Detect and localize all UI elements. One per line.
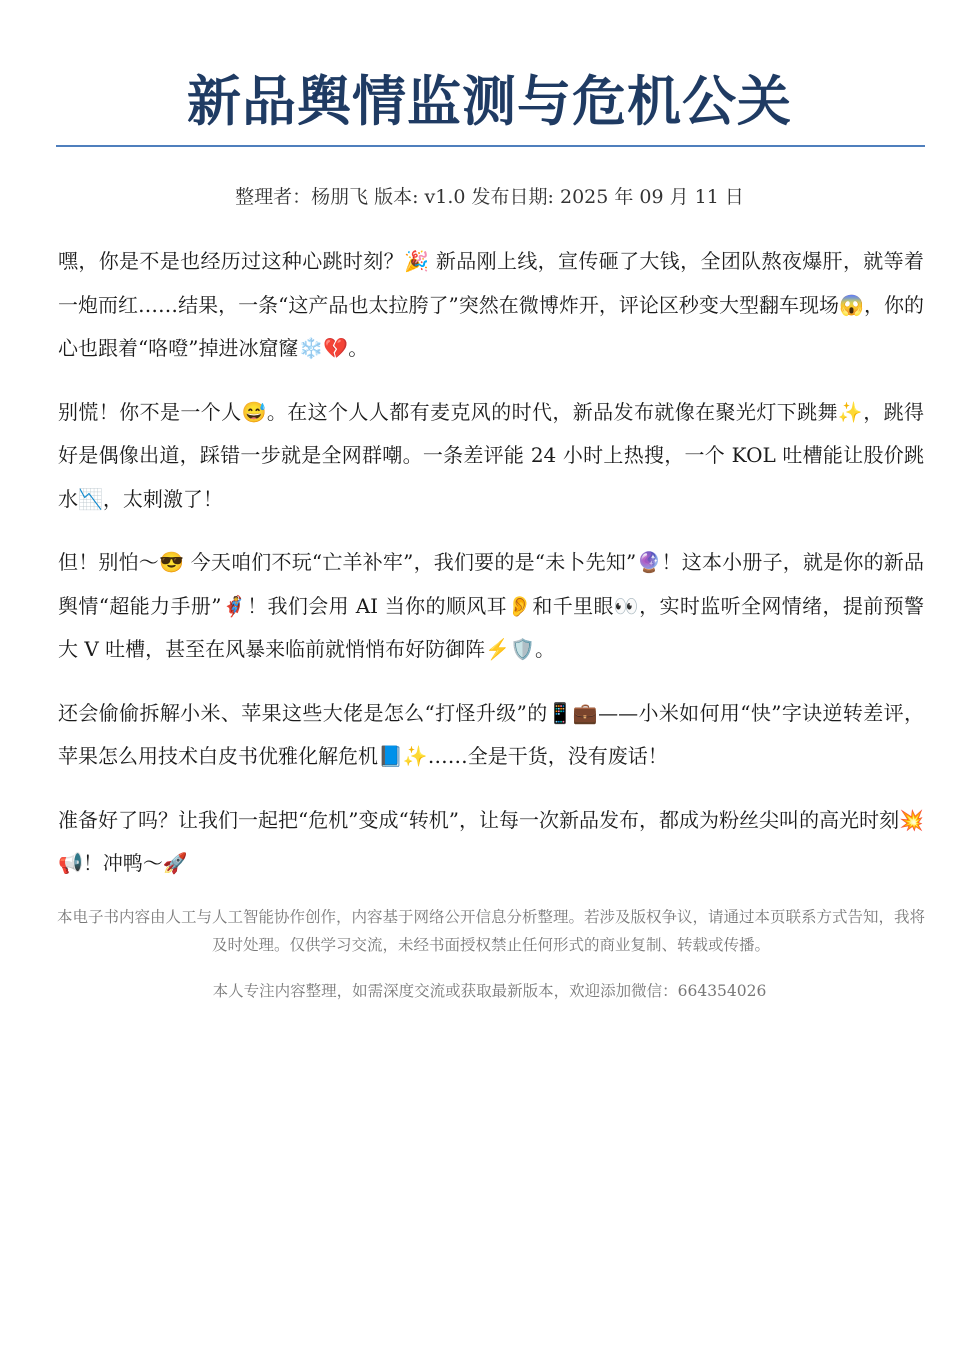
intro-body: [58, 240, 924, 906]
copyright-notice: 本电子书内容由人工与人工智能协作创作，内容基于网络公开信息分析整理。若涉及版权争议，请通过本页联系方式告知，我将及时处理。仅供学习交流，未经书面授权禁止任何形式的商业复制、转载或传播。: [56, 908, 925, 954]
page-title: 新品舆情监测与危机公关: [187, 70, 792, 133]
paragraph-call-to-action: 准备好了吗？让我们一起把“危机”变成“转机”，让每一次新品发布，都成为粉丝尖叫的高光时刻💥📢！冲鸭～🚀: [58, 807, 924, 875]
paragraph-hook: 嘿，你是不是也经历过这种心跳时刻？🎉 新品刚上线，宣传砸了大钱，全团队熬夜爆肝，就等着一炮而红……结果，一条“这产品也太拉胯了”突然在微博炸开，评论区秒变大型翻车现场😱，你的心也跟着“咯噔”掉进冰窟窿❄️💔。: [58, 249, 924, 360]
contact-info: 本人专注内容整理，如需深度交流或获取最新版本，欢迎添加微信：664354026: [212, 982, 767, 1000]
paragraph-solution: 但！别怕～😎 今天咱们不玩“亡羊补牢”，我们要的是“未卜先知”🔮！这本小册子，就是你的新品舆情“超能力手册”🦸！我们会用 AI 当你的顺风耳👂和千里眼👀，实时监听全网情绪，提前预警大 V 吐槽，甚至在风暴来临前就悄悄布好防御阵⚡🛡️。: [58, 550, 924, 661]
title-divider: [56, 145, 925, 147]
paragraph-cases: 还会偷偷拆解小米、苹果这些大佬是怎么“打怪升级”的📱💼——小米如何用“快”字诀逆转差评，苹果怎么用技术白皮书优雅化解危机📘✨……全是干货，没有废话！: [58, 700, 924, 768]
author-version-date: 整理者：杨朋飞 版本: v1.0 发布日期: 2025 年 09 月 11 日: [235, 186, 744, 208]
paragraph-context: 别慌！你不是一个人😅。在这个人人都有麦克风的时代，新品发布就像在聚光灯下跳舞✨，跳得好是偶像出道，踩错一步就是全网群嘲。一条差评能 24 小时上热搜，一个 KOL 吐槽能让股价跳水📉，太刺激了！: [58, 399, 924, 511]
